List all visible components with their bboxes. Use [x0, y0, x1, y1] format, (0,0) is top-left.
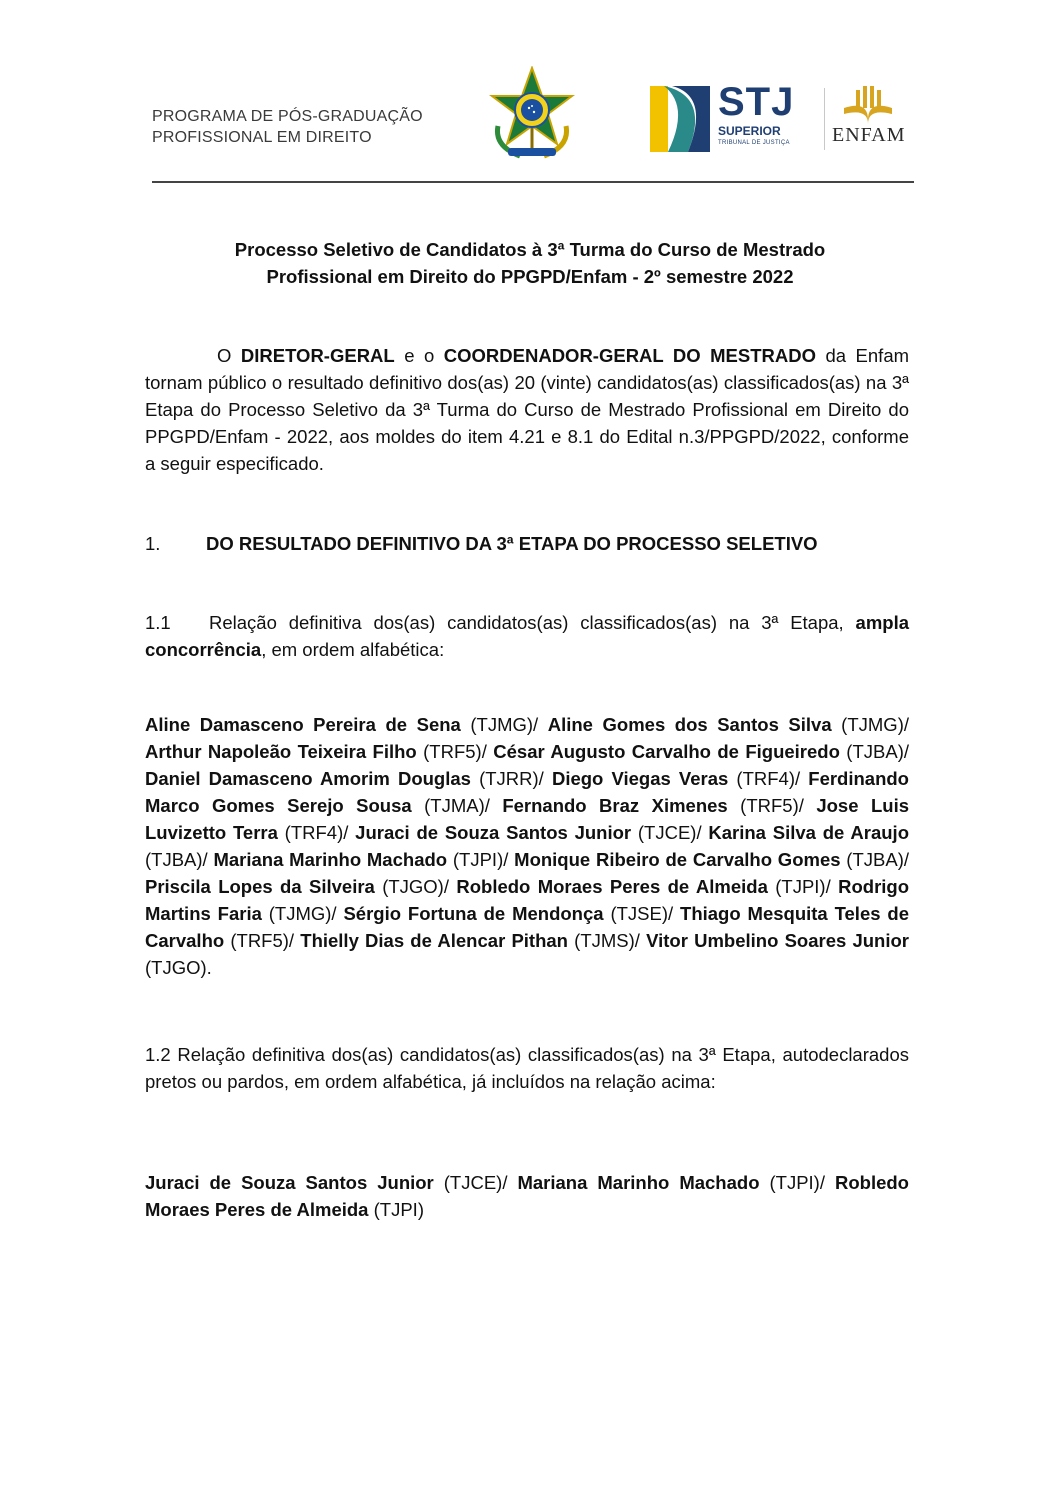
program-name — [152, 106, 423, 148]
candidate-name: Mariana Marinho Machado — [213, 849, 448, 870]
candidate-name: Juraci de Souza Santos Junior — [355, 822, 632, 843]
candidate-court: (TJCE)/ — [631, 822, 709, 843]
candidate-court: (TRF5)/ — [727, 795, 817, 816]
candidate-court: (TJBA)/ — [840, 849, 910, 870]
logo-divider — [824, 88, 825, 150]
candidate-name: Thielly Dias de Alencar Pithan — [300, 930, 568, 951]
section-title: DO RESULTADO DEFINITIVO DA 3ª ETAPA DO PROCESSO SELETIVO — [206, 533, 818, 554]
candidate-court: (TRF4)/ — [277, 822, 356, 843]
ampla-concorrencia-list — [145, 711, 909, 981]
candidate-name: Robledo Moraes Peres de Almeida — [456, 876, 768, 897]
enfam-logo — [832, 86, 908, 152]
item-1-1-number: 1.1 — [145, 612, 171, 633]
intro-paragraph — [145, 342, 909, 477]
candidate-name: Ferdinando Marco Gomes Serejo Sousa — [145, 768, 909, 816]
item-1-1-bold: ampla concorrência — [145, 612, 910, 660]
candidate-court: (TJPI) — [368, 1199, 424, 1220]
intro-coordinator: COORDENADOR-GERAL DO MESTRADO — [443, 345, 816, 366]
candidate-court: (TRF5)/ — [224, 930, 301, 951]
item-1-2: 1.2 Relação definitiva dos(as) candidatos(as) classificados(as) na 3ª Etapa, autodeclarados pretos ou pardos, em ordem alfabética, já incluídos na relação acima: — [145, 1044, 909, 1092]
candidate-name: Arthur Napoleão Teixeira Filho — [145, 741, 417, 762]
intro-director: DIRETOR-GERAL — [240, 345, 395, 366]
enfam-book-icon — [838, 86, 898, 124]
candidate-court: (TJMG)/ — [460, 714, 548, 735]
program-name-line1: PROGRAMA DE PÓS-GRADUAÇÃO — [152, 108, 423, 125]
intro-mid: e o — [394, 345, 444, 366]
enfam-label: ENFAM — [832, 124, 906, 146]
section-number: 1. — [145, 533, 161, 554]
candidate-court: (TJCE)/ — [433, 1172, 518, 1193]
header-divider — [152, 181, 914, 183]
item-1-1-text: Relação definitiva dos(as) candidatos(as) classificados(as) na 3ª Etapa, — [209, 612, 844, 633]
candidate-name: Aline Gomes dos Santos Silva — [547, 714, 832, 735]
candidate-court: (TJGO). — [145, 957, 212, 978]
candidate-court: (TJMG)/ — [831, 714, 909, 735]
intro-prefix: O — [217, 345, 241, 366]
candidate-court: (TJBA)/ — [145, 849, 214, 870]
item-1-1 — [145, 609, 909, 663]
candidate-name: Diego Viegas Veras — [551, 768, 729, 789]
title-line2: Profissional em Direito do PPGPD/Enfam - 2º semestre 2022 — [266, 266, 794, 287]
candidate-name: Juraci de Souza Santos Junior — [145, 1172, 434, 1193]
stj-subtitle: SUPERIOR — [718, 124, 781, 138]
program-name-line2: PROFISSIONAL EM DIREITO — [152, 129, 372, 146]
candidate-name: Priscila Lopes da Silveira — [145, 876, 375, 897]
candidate-name: Daniel Damasceno Amorim Douglas — [145, 768, 471, 789]
stj-acronym: STJ — [718, 80, 795, 124]
candidate-name: Aline Damasceno Pereira de Sena — [145, 714, 461, 735]
candidate-court: (TJMG)/ — [261, 903, 344, 924]
candidate-name: Fernando Braz Ximenes — [502, 795, 728, 816]
candidate-name: César Augusto Carvalho de Figueiredo — [493, 741, 840, 762]
intro-rest: da Enfam tornam público o resultado definitivo dos(as) 20 (vinte) candidatos(as) classificados(as) na 3ª Etapa do Processo Seletivo da 3ª Turma do Curso de Mestrado Profissional em Direito do PPGPD/Enfam - 2022, aos moldes do item 4.21 e 8.1 do Edital n.3/PPGPD/2022, conforme a seguir especificado. — [145, 345, 910, 474]
pretos-pardos-list — [145, 1169, 909, 1223]
candidate-name: Mariana Marinho Machado — [517, 1172, 760, 1193]
candidate-court: (TJSE)/ — [603, 903, 681, 924]
candidate-name: Thiago Mesquita Teles de Carvalho — [145, 903, 909, 951]
candidate-court: (TJBA)/ — [839, 741, 909, 762]
candidate-name: Robledo Moraes Peres de Almeida — [145, 1172, 909, 1220]
candidate-name: Monique Ribeiro de Carvalho Gomes — [514, 849, 841, 870]
candidate-name: Sérgio Fortuna de Mendonça — [343, 903, 604, 924]
title-line1: Processo Seletivo de Candidatos à 3ª Turma do Curso de Mestrado — [234, 239, 826, 260]
candidate-name: Jose Luis Luvizetto Terra — [145, 795, 909, 843]
candidate-court: (TJPI)/ — [767, 876, 839, 897]
candidate-name: Vitor Umbelino Soares Junior — [646, 930, 909, 951]
document-title — [145, 236, 915, 290]
candidate-court: (TJPI)/ — [759, 1172, 835, 1193]
stj-emblem-icon — [650, 86, 710, 152]
stj-subtitle-court: TRIBUNAL DE JUSTIÇA — [718, 140, 790, 146]
candidate-name: Rodrigo Martins Faria — [145, 876, 910, 924]
candidate-court: (TRF4)/ — [728, 768, 809, 789]
item-1-1-rest: , em ordem alfabética: — [261, 639, 445, 660]
candidate-court: (TJGO)/ — [374, 876, 457, 897]
brazil-coat-of-arms-icon — [484, 66, 580, 162]
candidate-court: (TJMA)/ — [411, 795, 503, 816]
candidate-name: Karina Silva de Araujo — [708, 822, 909, 843]
candidate-court: (TJMS)/ — [567, 930, 647, 951]
stj-logo — [650, 80, 810, 152]
candidate-court: (TJPI)/ — [447, 849, 515, 870]
candidate-court: (TRF5)/ — [416, 741, 494, 762]
candidate-court: (TJRR)/ — [470, 768, 552, 789]
